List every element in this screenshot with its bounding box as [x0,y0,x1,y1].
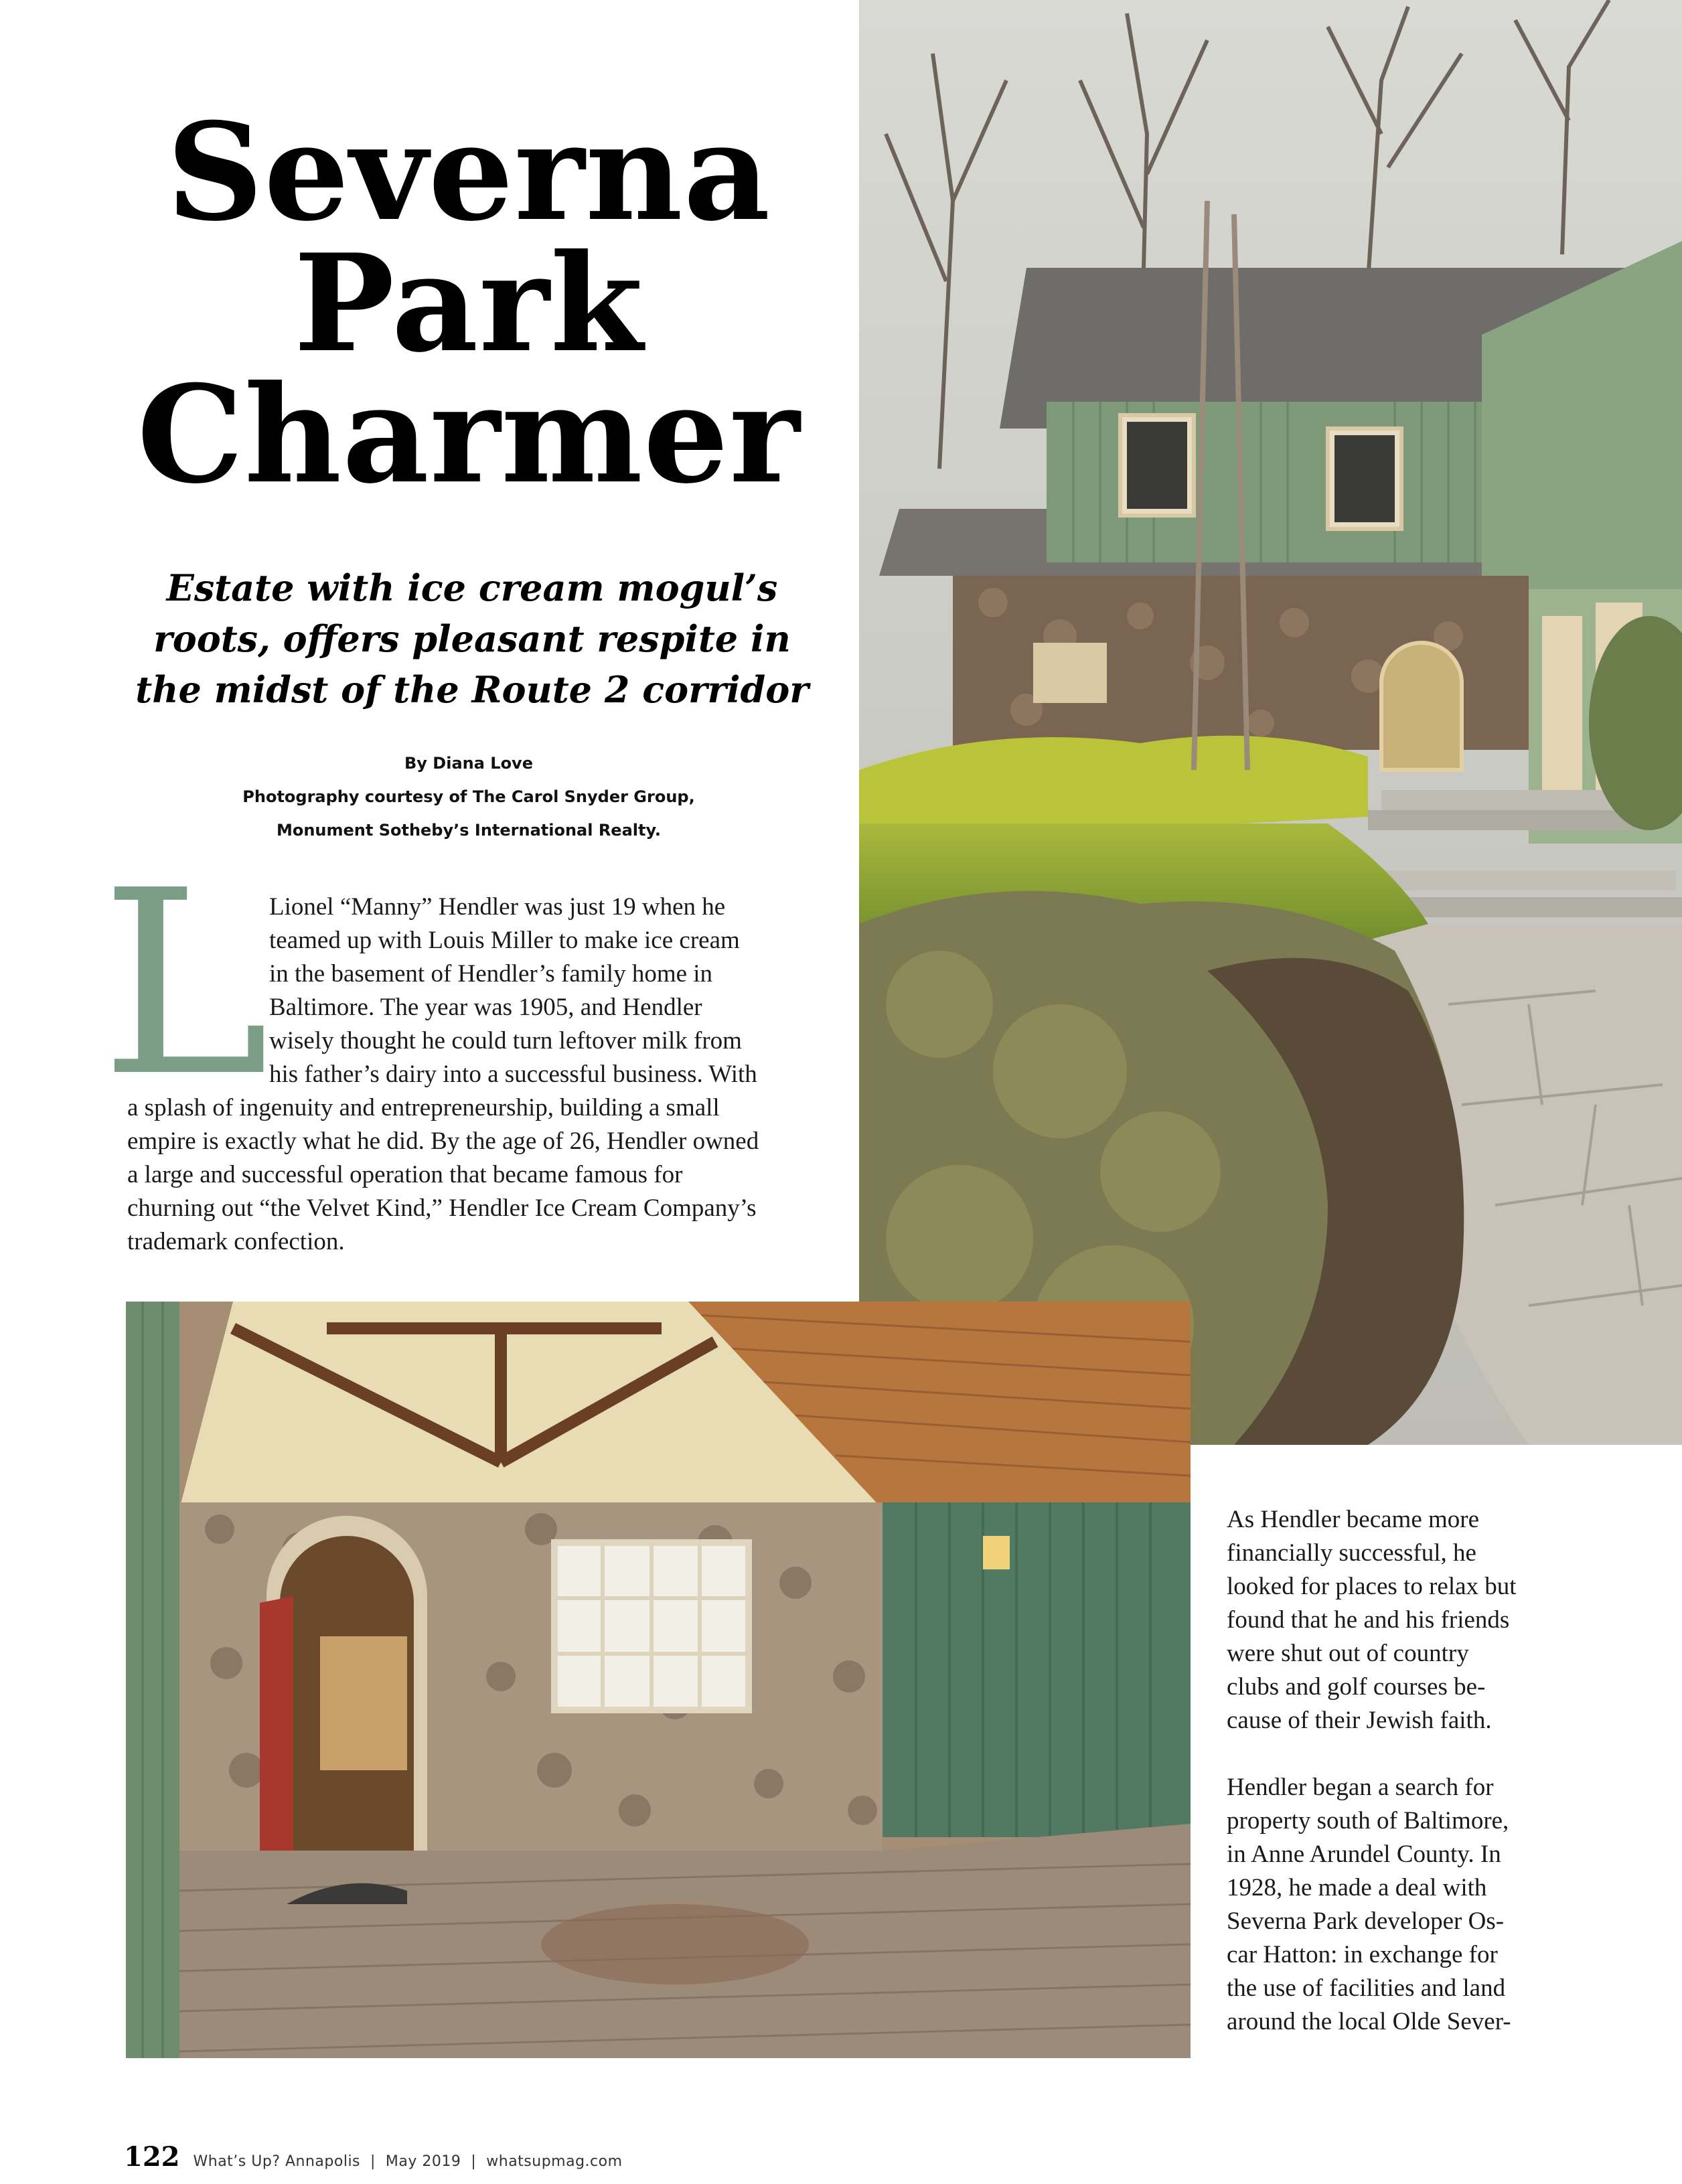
text-line: found that he and his friends [1227,1606,1510,1634]
text-line: around the local Olde Sever- [1227,2008,1511,2035]
text-line: empire is exactly what he did. By the age of 26, Hendler owned [127,1127,759,1155]
text-line: As Hendler became more [1227,1506,1480,1533]
text-line: his father’s dairy into a successful business. With [269,1061,757,1088]
article-deck [121,562,824,715]
page-number: 122 [124,2141,180,2173]
text-line: cause of their Jewish faith. [1227,1707,1492,1734]
text-line: property south of Baltimore, [1227,1807,1509,1835]
text-line: were shut out of country [1227,1640,1469,1667]
text-line: trademark confection. [127,1228,345,1255]
text-line: teamed up with Louis Miller to make ice cream [269,927,740,954]
text-line: the use of facilities and land [1227,1974,1506,2002]
photo-credit-line: Photography courtesy of The Carol Snyder Group, [242,787,695,806]
article-credits [201,747,737,847]
text-line: financially successful, he [1227,1539,1476,1567]
text-line: churning out “the Velvet Kind,” Hendler Ice Cream Company’s [127,1194,757,1222]
text-line: in Anne Arundel County. In [1227,1841,1501,1868]
text-line: clubs and golf courses be- [1227,1673,1486,1701]
text-line: wisely thought he could turn leftover milk from [269,1027,742,1055]
text-line: Baltimore. The year was 1905, and Hendler [269,994,702,1021]
text-line: 1928, he made a deal with [1227,1874,1487,1901]
text-line: Severna Park developer Os- [1227,1907,1505,1935]
porch-entrance-photo [126,1302,1191,2058]
text-line: car Hatton: in exchange for [1227,1941,1498,1968]
text-line: looked for places to relax but [1227,1573,1517,1600]
page-footer [124,2141,623,2175]
deck-line: Estate with ice cream mogul’s [166,566,778,609]
intro-paragraph [127,890,824,1259]
text-line: Lionel “Manny” Hendler was just 19 when he [269,893,726,921]
text-line: in the basement of Hendler’s family home in [269,960,713,988]
title-line: Severna [166,94,771,251]
title-line: Park [293,225,644,382]
title-line: Charmer [137,356,801,514]
photo-credit-line: Monument Sotheby’s International Realty. [276,821,662,840]
second-column-text [1227,1503,1655,2039]
deck-line: roots, offers pleasant respite in [153,617,791,660]
byline: By Diana Love [404,754,533,773]
drop-cap: L [100,836,270,1132]
deck-line: the midst of the Route 2 corridor [135,668,809,711]
text-line: a large and successful operation that became famous for [127,1161,683,1188]
house-exterior-photo [859,0,1682,1445]
paragraph-gap [1227,1737,1655,1771]
article-title [100,94,837,514]
text-line: Hendler began a search for [1227,1774,1494,1801]
publication-line: What’s Up? Annapolis | May 2019 | whatsupmag.com [193,2153,623,2170]
text-line: a splash of ingenuity and entrepreneurship, building a small [127,1094,720,1121]
